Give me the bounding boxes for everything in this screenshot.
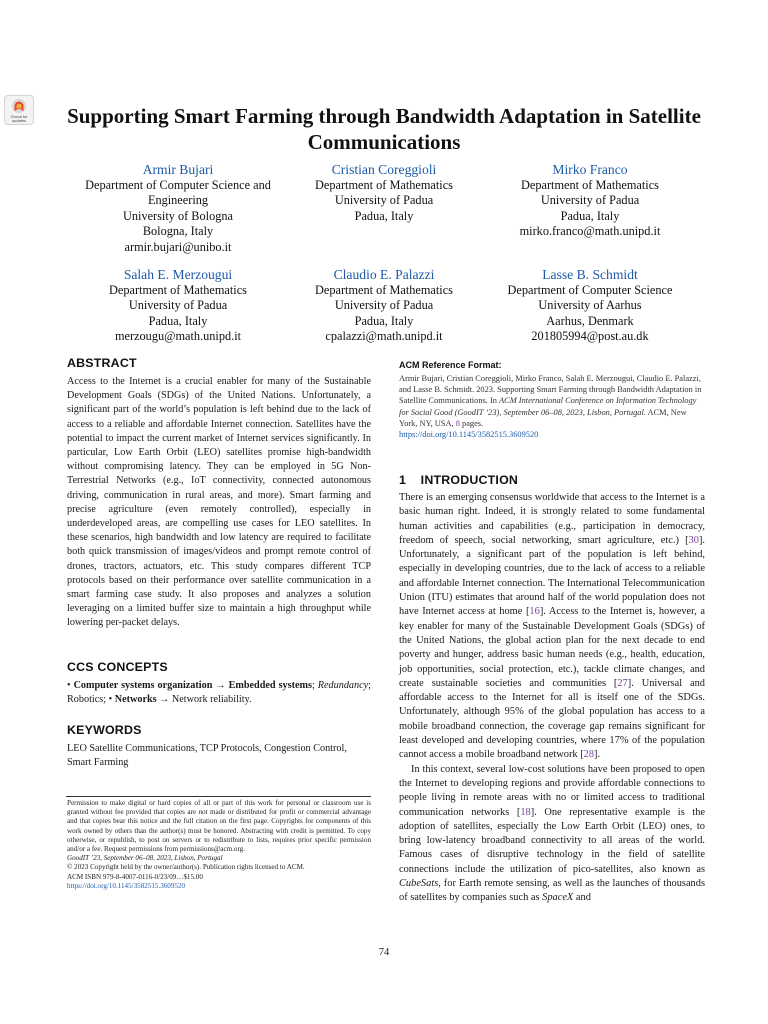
author-affiliation: Bologna, Italy — [142, 224, 214, 239]
page-count-link[interactable]: 8 — [455, 418, 460, 428]
author-name[interactable]: Claudio E. Palazzi — [333, 267, 435, 282]
paragraph-text: ]. Access to the Internet is, however, a key enabler for many of the Sustainable Development Goals (SDGs) of the United Nations, the global action plan for the next decade to end poverty and hunger, address basic human needs (e.g., health, education, job opportunities, social protection, etc.), tackle climate changes, and create sustainable societies and communities [ — [399, 606, 705, 689]
abstract-heading: ABSTRACT — [67, 356, 137, 370]
author-name[interactable]: Lasse B. Schmidt — [542, 267, 638, 282]
author-affiliation: Department of Mathematics — [315, 283, 453, 297]
check-for-updates-badge[interactable] — [4, 95, 34, 125]
badge-label: Check for updates — [10, 114, 28, 123]
permission-text: Permission to make digital or hard copies of all or part of this work for personal or classroom use is granted without fee provided that copies are not made or distributed for profit or commercial advantage and that copies bear this notice and the full citation on the first page. Copyrights for components of this work owned by others than the author(s) must be honored. Abstracting with credit is permitted. To copy otherwise, or republish, to post on servers or to redistribute to lists, requires prior specific permission and/or a fee. Request permissions from permissions@acm.org. — [67, 799, 371, 854]
citation-link[interactable]: 28 — [583, 749, 595, 761]
paragraph-text: In this context, several low-cost solutions have been proposed to open the Internet to developing regions and provide affordable connections to people living in remote areas with no or limited access to traditional communication networks [ — [399, 763, 705, 818]
ccs-term: Networks — [114, 694, 157, 706]
paragraph-text: ]. Universal and affordable access to the Internet for all is itself one of the SDGs. Unfortunately, although 95% of the global population has access to a mobile broadband connection, the coverage gap remains significant for least developed and developing countries, where 17% of the population cannot access a mobile broadband network [ — [399, 677, 705, 761]
author-affiliation: Padua, Italy — [560, 208, 620, 223]
author-affiliation: Department of Computer Science and — [85, 178, 271, 192]
author-affiliation: Padua, Italy — [148, 313, 208, 328]
ccs-term: Redundancy — [317, 680, 369, 691]
ccs-term: ; Robotics; — [67, 680, 371, 706]
reference-text: pages. — [459, 418, 484, 428]
author-email: cpalazzi@math.unipd.it — [325, 329, 443, 344]
reference-text: Armir Bujari, Cristian Coreggioli, Mirko Franco, Salah E. Merzougui, Claudio E. Palazzi, and Lasse B. Schmidt. 2023. Supporting Smart Farming through Bandwidth Adaptation in Satellite Communications. In — [399, 374, 702, 406]
author-affiliation: Department of Computer Science — [507, 283, 673, 297]
author-block — [68, 161, 288, 255]
reference-venue: ACM International Conference on Information Technology for Social Good (GoodIT ’23), September 06–08, 2023, Lisbon, Portugal. — [399, 396, 697, 417]
arrow: → — [159, 694, 170, 706]
emphasis: CubeSats — [399, 878, 439, 890]
citation-link[interactable]: 27 — [617, 677, 628, 689]
crossmark-icon — [11, 98, 27, 114]
ccs-heading: CCS CONCEPTS — [67, 660, 168, 674]
paragraph-text: , for Earth remote sensing, as well as the launches of thousands of satellites by companies such as — [399, 878, 705, 904]
author-block — [68, 266, 288, 345]
citation-link[interactable]: 30 — [688, 534, 699, 546]
doi-link[interactable]: https://doi.org/10.1145/3582515.3609520 — [67, 881, 186, 890]
author-name[interactable]: Armir Bujari — [142, 162, 214, 177]
author-email: 201805994@post.au.dk — [531, 329, 649, 344]
author-affiliation: Padua, Italy — [354, 313, 414, 328]
venue-line: GoodIT ’23, September 06–08, 2023, Lisbon, Portugal — [67, 854, 223, 863]
keywords-heading: KEYWORDS — [67, 723, 142, 737]
author-affiliation: Aarhus, Denmark — [546, 313, 634, 328]
acm-reference-heading: ACM Reference Format: — [399, 360, 502, 370]
abstract-text: Access to the Internet is a crucial enabler for many of the Sustainable Development Goals (SDGs) of the United Nations. Unfortunately, a significant part of the world’s population is left behind due to the lack of access to a reliable and affordable Internet connection. Satellites have the potential to impact the current market of Internet services significantly. In particular, Low Earth Orbit (LEO) satellites promise high-bandwidth without compromising latency. They can be employed in 5G Non-Terrestrial Networks (e.g., IoT connectivity, connected autonomous driving, communication in rural areas, and more). Smart farming and precise agriculture (even remotely controlled), especially in underdeveloped areas, are compelling use cases for LEO satellites. In these scenarios, high bandwidth and low latency are required to facilitate both quick transmission of images/videos and prompt remote control of drones, tractors, actuators, etc. This study compares different TCP protocols based on their performance over satellite communication in a smart farming case study. It also proposes and analyzes a solution leveraging on a limited buffer size to maintain a high throughput while lowering per-packet delays. — [67, 376, 371, 629]
paragraph-text: ]. — [594, 749, 601, 761]
paragraph-text: ]. One representative example is the adoption of satellites, especially the Low Earth Orbit (LEO) ones, to bring low-latency broadband connectivity to all areas of the world. Famous cases of disruptive technology in the field of satellite connections include the utilization of pico-satellites, also known as — [399, 806, 705, 875]
paragraph-text: ]. Unfortunately, a significant part of the population is left behind, especially in developing countries, due to the lack of access to a reliable and affordable Internet connection. The International Telecommunication Union (ITU) estimates that around half of the world population does not have Internet access at home [ — [399, 534, 705, 618]
paragraph-text: and — [573, 892, 591, 904]
bullet: • — [67, 680, 71, 691]
paper-title: Supporting Smart Farming through Bandwidth Adaptation in Satellite Communications — [67, 104, 701, 154]
author-affiliation: Engineering — [147, 193, 209, 208]
reference-text: ACM, New York, NY, USA, — [399, 407, 687, 428]
citation-link[interactable]: 18 — [520, 806, 531, 818]
author-name[interactable]: Cristian Coreggioli — [331, 162, 437, 177]
isbn-line: ACM ISBN 979-8-4007-0116-0/23/09…$15.00 — [67, 872, 203, 881]
author-email: merzougu@math.unipd.it — [114, 329, 242, 344]
emphasis: SpaceX — [542, 892, 574, 904]
author-block — [274, 161, 494, 224]
author-block — [480, 266, 700, 345]
ccs-term: Network reliability. — [171, 694, 252, 706]
section-heading — [399, 473, 518, 487]
footnote-rule — [66, 796, 371, 797]
author-affiliation: University of Padua — [334, 298, 434, 313]
author-block — [480, 161, 700, 240]
arrow: → — [215, 680, 226, 691]
author-affiliation: University of Padua — [128, 298, 228, 313]
keywords-text: LEO Satellite Communications, TCP Protocols, Congestion Control, Smart Farming — [67, 743, 347, 769]
author-affiliation: University of Bologna — [123, 208, 233, 223]
section-number: 1 — [399, 473, 407, 487]
author-affiliation: University of Padua — [334, 193, 434, 208]
separator: ; — [311, 680, 318, 691]
paragraph — [399, 491, 705, 763]
author-affiliation: Department of Mathematics — [109, 283, 247, 297]
author-block — [274, 266, 494, 345]
ccs-concepts — [67, 679, 371, 707]
permission-notice — [67, 799, 371, 891]
author-affiliation: Department of Mathematics — [315, 178, 453, 192]
ccs-term: Embedded systems — [228, 680, 312, 691]
paragraph-text: There is an emerging consensus worldwide that access to the Internet is a basic human right. Indeed, it is strongly related to some fundamental human activities and capabilities (e.g., participation in democracy, freedom of speech, social networking, smart agriculture, etc.) [ — [399, 492, 705, 546]
author-name[interactable]: Salah E. Merzougui — [123, 267, 233, 282]
bullet: • — [108, 694, 113, 706]
author-email: mirko.franco@math.unipd.it — [519, 224, 661, 239]
author-affiliation: Padua, Italy — [354, 208, 414, 223]
ccs-term: Computer systems organization — [73, 680, 213, 691]
paragraph — [399, 763, 705, 906]
author-affiliation: University of Aarhus — [538, 298, 642, 313]
citation-link[interactable]: 16 — [529, 606, 540, 618]
page-number: 74 — [378, 947, 390, 958]
copyright-line: © 2023 Copyright held by the owner/author(s). Publication rights licensed to ACM. — [67, 863, 305, 872]
acm-reference — [399, 373, 705, 440]
author-affiliation: Department of Mathematics — [521, 178, 659, 192]
doi-link[interactable]: https://doi.org/10.1145/3582515.3609520 — [399, 430, 539, 440]
section-title: INTRODUCTION — [420, 473, 519, 487]
author-name[interactable]: Mirko Franco — [552, 162, 628, 177]
introduction-body — [399, 491, 705, 906]
author-email: armir.bujari@unibo.it — [124, 239, 232, 254]
author-affiliation: University of Padua — [540, 193, 640, 208]
